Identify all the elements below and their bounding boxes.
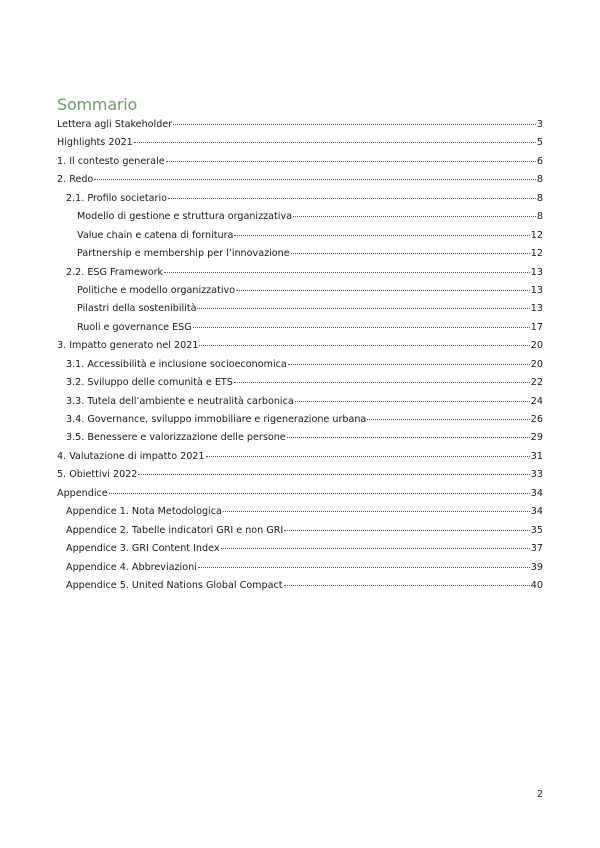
toc-entry-label: Appendice 2. Tabelle indicatori GRI e non GRI xyxy=(66,524,284,536)
toc-entry[interactable] xyxy=(57,208,543,226)
page-number: 2 xyxy=(536,789,543,800)
toc-entry-label: Lettera agli Stakeholder xyxy=(57,119,173,130)
toc-entry[interactable] xyxy=(57,134,543,152)
toc-entry-page: 17 xyxy=(530,321,543,333)
toc-entry-page: 8 xyxy=(536,192,543,204)
toc-entry[interactable] xyxy=(57,466,543,484)
toc-dot-leader xyxy=(109,493,530,494)
toc-entry[interactable] xyxy=(57,540,543,558)
toc-entry[interactable] xyxy=(57,116,543,134)
toc-entry-page: 29 xyxy=(530,432,543,444)
toc-entry[interactable] xyxy=(57,522,543,540)
toc-entry-label: Pilastri della sostenibilità xyxy=(77,303,197,315)
toc-dot-leader xyxy=(367,419,529,420)
toc-dot-leader xyxy=(199,345,529,346)
toc-entry-label: 3.5. Benessere e valorizzazione delle persone xyxy=(66,432,286,444)
toc-entry-page: 8 xyxy=(536,211,543,223)
toc-entry-page: 5 xyxy=(536,137,543,149)
toc-title: Sommario xyxy=(57,95,138,114)
toc-entry[interactable] xyxy=(57,245,543,263)
toc-dot-leader xyxy=(234,382,530,383)
toc-entry[interactable] xyxy=(57,337,543,355)
toc-entry[interactable] xyxy=(57,282,543,300)
toc-dot-leader xyxy=(284,585,530,586)
toc-dot-leader xyxy=(94,179,536,180)
toc-dot-leader xyxy=(198,567,530,568)
toc-entry-page: 22 xyxy=(530,377,543,389)
toc-entry-label: 3.4. Governance, sviluppo immobiliare e rigenerazione urbana xyxy=(66,414,367,425)
toc-entry[interactable] xyxy=(57,190,543,208)
toc-entry[interactable] xyxy=(57,300,543,318)
toc-entry-page: 13 xyxy=(530,266,543,278)
toc-entry-label: 3. Impatto generato nel 2021 xyxy=(57,340,199,352)
toc-entry-page: 24 xyxy=(530,395,543,407)
toc-dot-leader xyxy=(197,308,529,309)
toc-entry-label: Highlights 2021 xyxy=(57,137,133,149)
toc-entry[interactable] xyxy=(57,356,543,374)
toc-entry[interactable] xyxy=(57,448,543,466)
toc-dot-leader xyxy=(223,511,530,512)
toc-entry-page: 3 xyxy=(536,119,543,130)
toc-entry[interactable] xyxy=(57,393,543,411)
toc-entry[interactable] xyxy=(57,411,543,429)
toc-dot-leader xyxy=(221,548,530,549)
toc-entry-label: Appendice 1. Nota Metodologica xyxy=(66,506,222,518)
toc-entry-page: 33 xyxy=(530,469,543,481)
toc-entry[interactable] xyxy=(57,559,543,577)
toc-entry[interactable] xyxy=(57,264,543,282)
toc-entry-page: 35 xyxy=(530,524,543,536)
toc-dot-leader xyxy=(291,253,530,254)
toc-entry[interactable] xyxy=(57,503,543,521)
toc-entry-label: Modello di gestione e struttura organizzativa xyxy=(77,211,293,223)
toc-entry-label: Appendice xyxy=(57,487,108,499)
toc-entry-page: 12 xyxy=(530,248,543,260)
toc-dot-leader xyxy=(236,290,530,291)
toc-entry-label: 5. Obiettivi 2022 xyxy=(57,469,138,481)
toc-entry-page: 31 xyxy=(530,450,543,462)
toc-dot-leader xyxy=(193,327,530,328)
toc-dot-leader xyxy=(234,235,529,236)
toc-dot-leader xyxy=(287,437,530,438)
toc-dot-leader xyxy=(173,124,536,125)
toc-entry[interactable] xyxy=(57,153,543,171)
toc-entry-label: Ruoli e governance ESG xyxy=(77,321,192,333)
toc-entry[interactable] xyxy=(57,577,543,595)
toc-entry[interactable] xyxy=(57,171,543,189)
toc-entry-page: 6 xyxy=(536,155,543,167)
toc-dot-leader xyxy=(284,530,530,531)
toc-entry-label: 3.3. Tutela dell’ambiente e neutralità carbonica xyxy=(66,395,294,407)
toc-dot-leader xyxy=(295,401,530,402)
toc-entry-label: 2.1. Profilo societario xyxy=(66,192,168,204)
toc-entry-page: 26 xyxy=(530,414,543,425)
toc-entry-label: Politiche e modello organizzativo xyxy=(77,284,236,296)
toc-entry-label: 4. Valutazione di impatto 2021 xyxy=(57,450,205,462)
toc-entry-label: Appendice 5. United Nations Global Compact xyxy=(66,579,283,591)
toc-entry-label: 1. Il contesto generale xyxy=(57,155,165,167)
toc-entry-label: 3.2. Sviluppo delle comunità e ETS xyxy=(66,377,233,389)
toc-dot-leader xyxy=(134,142,536,143)
toc-dot-leader xyxy=(166,161,536,162)
toc-entry-page: 37 xyxy=(530,543,543,555)
toc-entry[interactable] xyxy=(57,485,543,503)
toc-entry-label: Appendice 3. GRI Content Index xyxy=(66,543,220,555)
toc-entry-page: 40 xyxy=(530,579,543,591)
toc-entry[interactable] xyxy=(57,319,543,337)
toc-entry[interactable] xyxy=(57,227,543,245)
table-of-contents xyxy=(57,116,543,595)
toc-dot-leader xyxy=(206,456,530,457)
toc-entry-page: 20 xyxy=(530,340,543,352)
toc-entry-page: 20 xyxy=(530,358,543,370)
toc-entry[interactable] xyxy=(57,374,543,392)
toc-dot-leader xyxy=(164,272,530,273)
toc-entry-page: 12 xyxy=(530,229,543,241)
toc-entry-page: 34 xyxy=(530,487,543,499)
toc-entry-page: 8 xyxy=(536,174,543,186)
toc-dot-leader xyxy=(168,198,536,199)
toc-entry-label: Appendice 4. Abbreviazioni xyxy=(66,561,197,573)
toc-dot-leader xyxy=(293,216,536,217)
toc-entry-page: 13 xyxy=(530,303,543,315)
toc-entry-page: 34 xyxy=(530,506,543,518)
toc-entry[interactable] xyxy=(57,429,543,447)
toc-entry-label: 2.2. ESG Framework xyxy=(66,266,164,278)
toc-dot-leader xyxy=(288,364,530,365)
toc-entry-page: 13 xyxy=(530,284,543,296)
toc-entry-label: 2. Redo xyxy=(57,174,94,186)
toc-entry-label: Partnership e membership per l’innovazione xyxy=(77,248,290,260)
toc-dot-leader xyxy=(138,474,529,475)
toc-entry-label: 3.1. Accessibilità e inclusione socioeconomica xyxy=(66,358,287,370)
toc-entry-page: 39 xyxy=(530,561,543,573)
toc-entry-label: Value chain e catena di fornitura xyxy=(77,229,234,241)
